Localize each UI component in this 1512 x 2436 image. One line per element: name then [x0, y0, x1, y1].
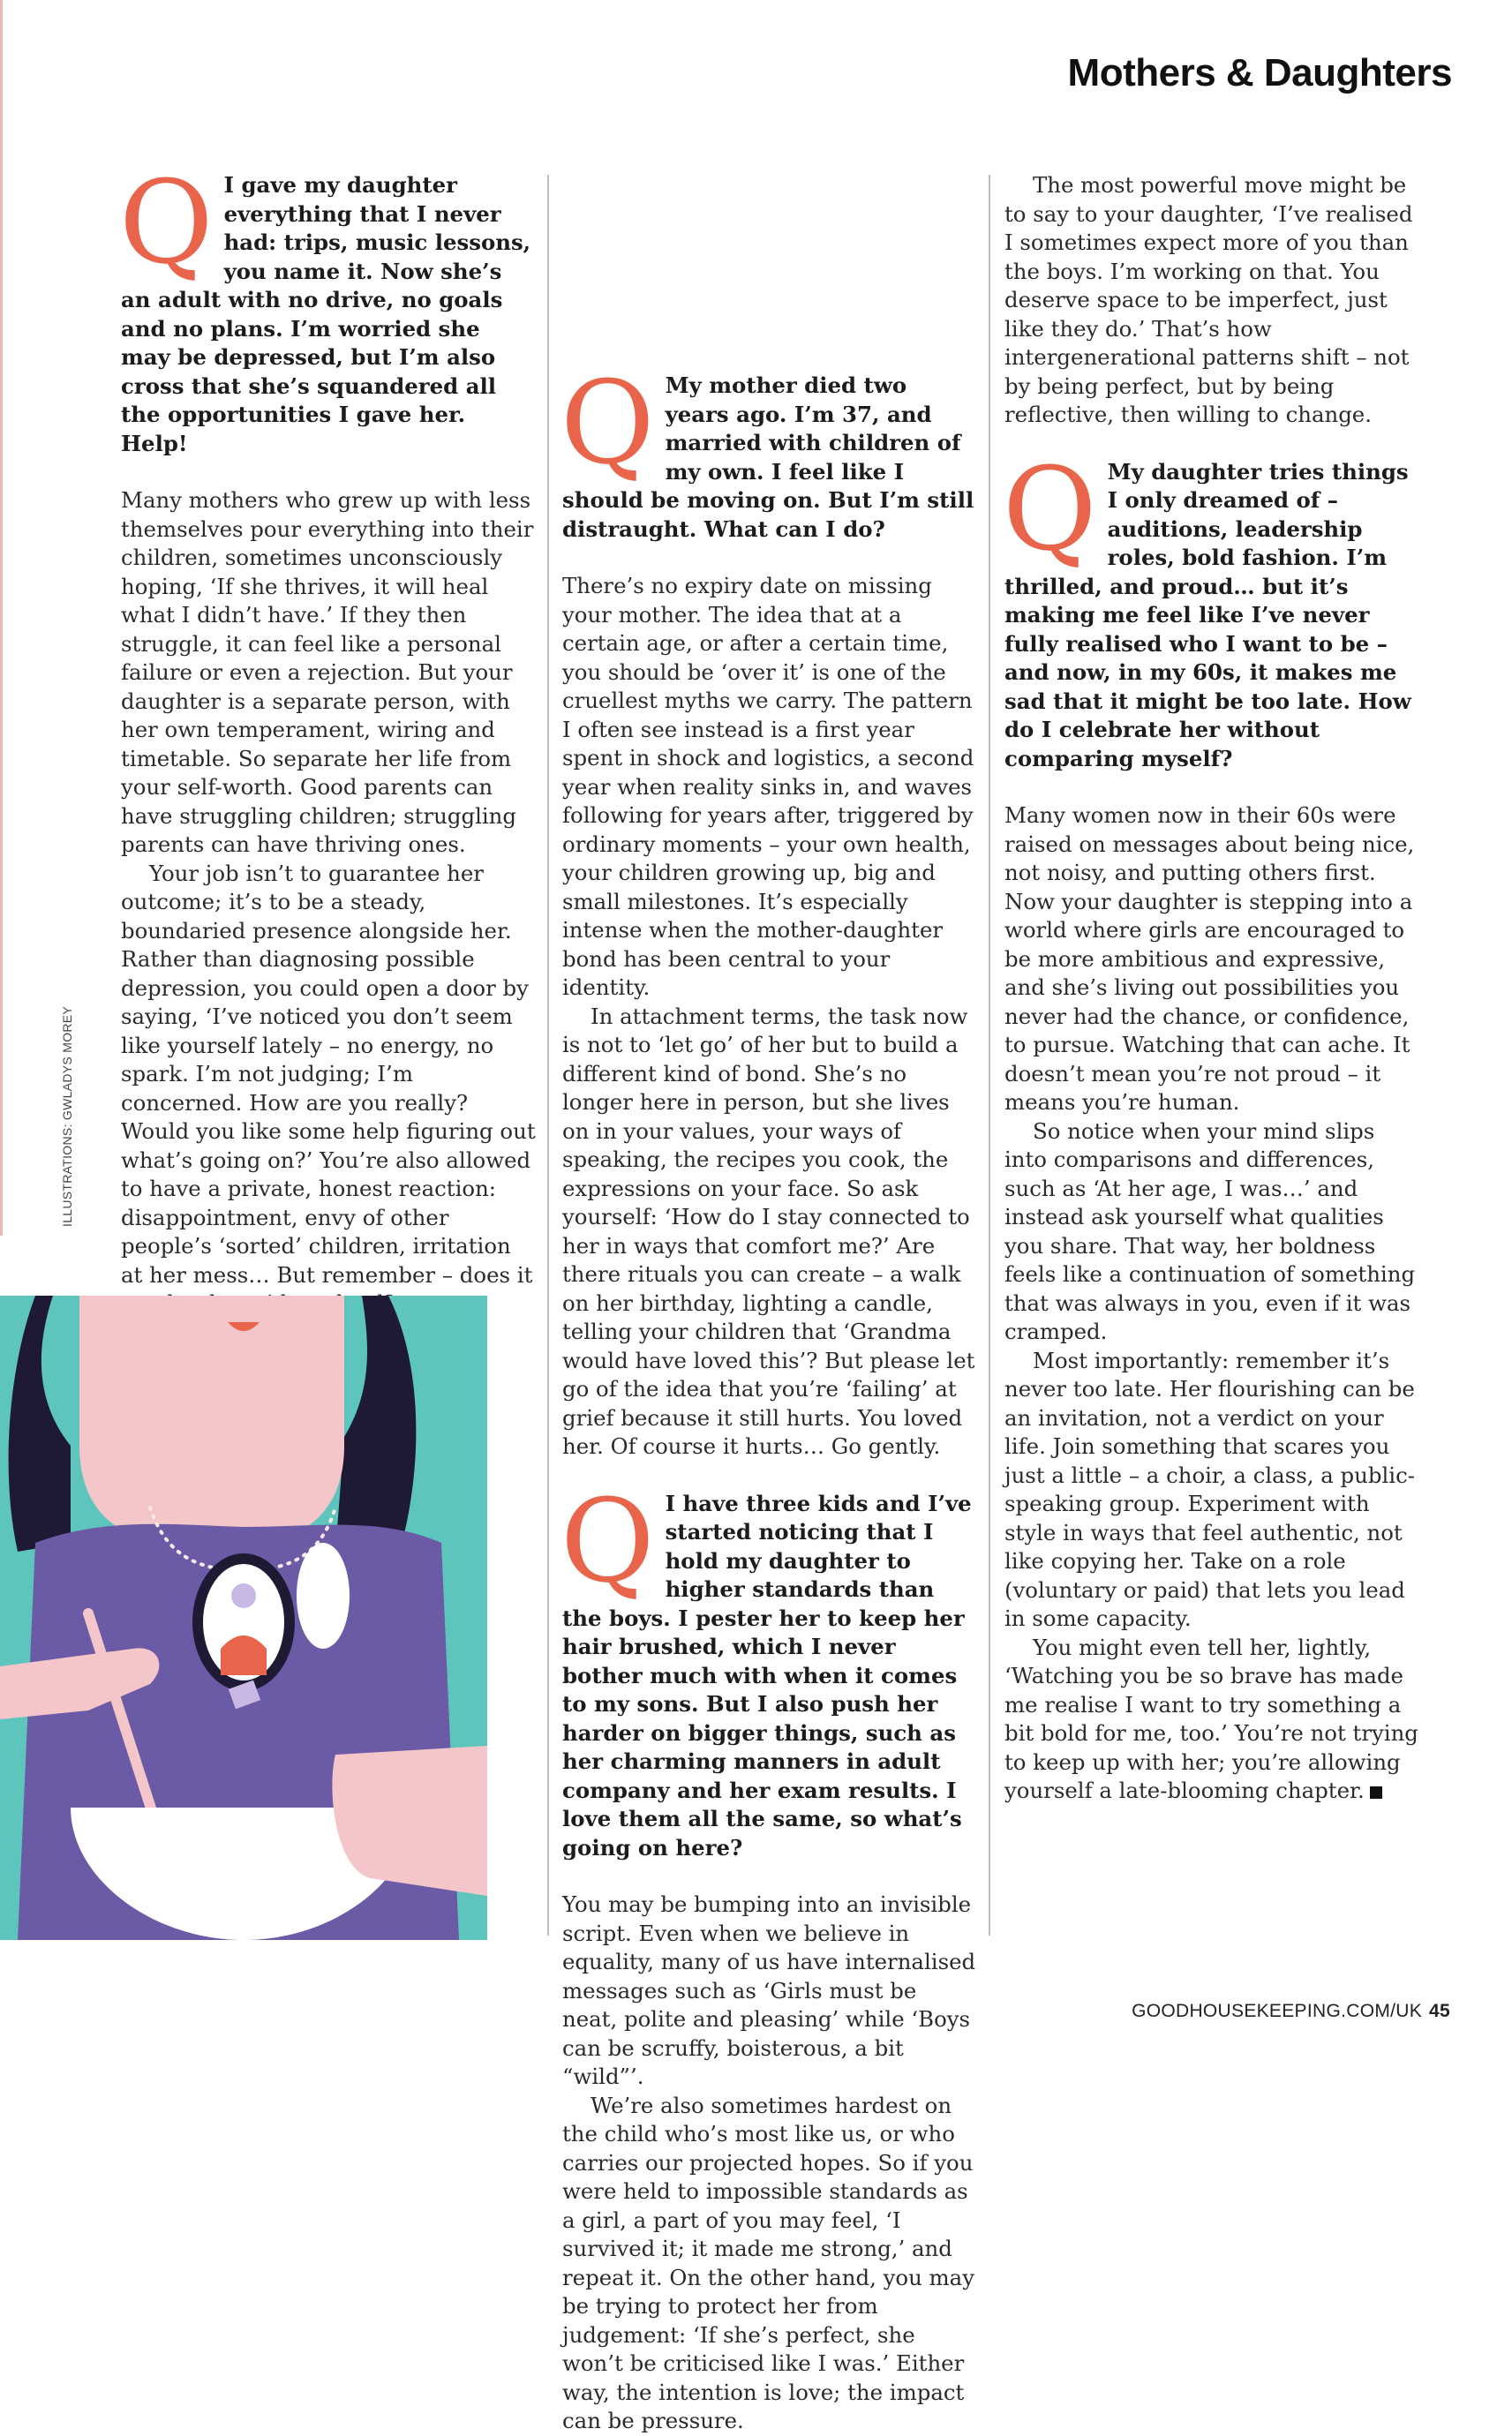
page-footer [1132, 2001, 1450, 2022]
illustration-mother-locket [0, 1296, 487, 1940]
column-divider [989, 175, 990, 1936]
answer-4-paragraph: You might even tell her, lightly, ‘Watching you be so brave has made me realise I want to try something a bit bold for me, too.’ You’re not trying to keep up with her; you’re allowing yourself a late-blooming chapter. [1004, 1634, 1418, 1803]
answer-3-paragraph: We’re also sometimes hardest on the child who’s most like us, or who carries our projected hopes. So if you were held to impossible standards as a girl, a part of you may feel, ‘I survived it; it made me strong,’ and repeat it. On the other hand, you may be trying to protect her from judgement: ‘If she’s perfect, she won’t be criticised like I was.’ Either way, the intention is love; the impact can be pressure. [562, 2092, 974, 2433]
section-title: Mothers & Daughters [1067, 51, 1452, 94]
question-4 [1003, 441, 1419, 774]
dropcap: Q [1003, 441, 1097, 576]
end-mark [1370, 1786, 1382, 1799]
question-1 [119, 155, 536, 458]
question-2 [560, 356, 977, 544]
dropcap: Q [560, 356, 655, 490]
page-number: 45 [1429, 2001, 1450, 2021]
question-4-text: My daughter tries things I only dreamed of – auditions, leadership roles, bold fashion. I’m thrilled, and proud… but it’s making me feel like I’ve never fully realised who I want to be – and now, in my 60s, it makes me sad that it might be too late. How do I celebrate her without comparing myself? [1004, 458, 1411, 771]
answer-1-paragraph: Your job isn’t to guarantee her outcome; it’s to be a steady, boundaried presence alongside her. Rather than diagnosing possible depression, you could open a door by saying, ‘I’ve noticed you don’t seem like yourself lately – no energy, no spark. I’m not judging; I’m concerned. How are you really? Would you like some help figuring out what’s going on?’ You’re also allowed to have a private, honest reaction: disappointment, envy of other people’s ‘sorted’ children, irritation at her mess… But remember – does it [121, 860, 536, 1288]
answer-1-paragraph: Many mothers who grew up with less themselves pour everything into their children, sometimes unconsciously hoping, ‘If she thrives, it will heal what I didn’t have.’ If they then struggle, it can feel like a personal failure or even a rejection. But your daughter is a separate person, with her own temperament, wiring and timetable. So separate her life from your self-worth. Good parents can have struggling children; struggling parents can have thriving ones. [121, 487, 534, 857]
question-2-text: My mother died two years ago. I’m 37, and married with children of my own. I feel like I should be moving on. But I’m still distraught. What can I do? [562, 372, 974, 542]
column-divider [547, 175, 549, 1936]
question-1-text: I gave my daughter everything that I never had: trips, music lessons, you name it. Now she’s an adult with no drive, no goals and no plans. I’m worried she may be depressed, but I’m also cross that she’s squandered all the opportunities I gave her. Help! [121, 172, 531, 456]
dropcap: Q [119, 155, 214, 289]
column-1 [119, 155, 536, 1319]
locket-portrait-face [231, 1583, 256, 1608]
locket-lid [297, 1543, 350, 1649]
answer-4-paragraph: So notice when your mind slips into comparisons and differences, such as ‘At her age, I was…’ and instead ask yourself what qualities you share. That way, her boldness feels like a continuation of something that was always in you, even if it was cramped. [1004, 1117, 1416, 1344]
answer-3-paragraph: The most powerful move might be to say to your daughter, ‘I’ve realised I sometimes expect more of you than the boys. I’m working on that. You deserve space to be imperfect, just like they do.’ That’s how intergenerational patterns shift – not by being perfect, but by being reflective, then willing to change. [1004, 172, 1413, 427]
answer-2-paragraph: In attachment terms, the task now is not to ‘let go’ of her but to build a different kind of bond. She’s no longer here in person, but she lives on in your values, your ways of speaking, the recipes you cook, the expressions on your face. So ask yourself: ‘How do I stay connected to her in ways that comfort me?’ Are there rituals you can create – a walk on her birthday, lighting a candle, telling your children that ‘Grandma would have loved this’? But please let go of the idea that you’re ‘failing’ at grief because it still hurts. You loved her. Of course it hurts… Go gently. [562, 1003, 975, 1459]
column-3 [1004, 171, 1419, 1806]
answer-4-paragraph: Most importantly: remember it’s never too late. Her flourishing can be an invitation, not a verdict on your life. Join something that scares you just a little – a choir, a class, a public-speaking group. Experiment with style in ways that feel authentic, not like copying her. Take on a role (voluntary or paid) that lets you lead in some capacity. [1004, 1347, 1415, 1631]
answer-3-paragraph: You may be bumping into an invisible script. Even when we believe in equality, many of us have internalised messages such as ‘Girls must be neat, polite and pleasing’ while ‘Boys can be scruffy, boisterous, a bit “wild”’. [562, 1891, 976, 2089]
footer-site: GOODHOUSEKEEPING.COM/UK [1132, 2001, 1423, 2021]
column-2 [560, 356, 977, 2436]
question-3 [560, 1473, 977, 1863]
face-neck [79, 1296, 344, 1534]
question-3-text: I have three kids and I’ve started noticing that I hold my daughter to higher standards than the boys. I pester her to keep her hair brushed, which I never bother much with when it comes to my sons. But I also push her harder on bigger things, such as her charming manners in adult company and her exam results. I love them all the same, so what’s going on here? [562, 1490, 972, 1861]
page-edge-accent [0, 0, 3, 1236]
answer-4-paragraph: Many women now in their 60s were raised on messages about being nice, not noisy, and putting others first. Now your daughter is stepping into a world where girls are encouraged to be more ambitious and expressive, and she’s living out possibilities you never had the chance, or confidence, to pursue. Watching that can ache. It doesn’t mean you’re not proud – it means you’re human. [1004, 802, 1415, 1115]
illustration-credit: ILLUSTRATIONS: GWLADYS MOREY [60, 1005, 74, 1227]
answer-2-paragraph: There’s no expiry date on missing your mother. The idea that at a certain age, or after a certain time, you should be ‘over it’ is one of the cruellest myths we carry. The pattern I often see instead is a first year spent in shock and logistics, a second year when reality sinks in, and waves following for years after, triggered by ordinary moments – your own health, your children growing up, big and small milestones. It’s especially intense when the mother-daughter bond has been central to your identity. [562, 573, 974, 1000]
dropcap: Q [560, 1473, 655, 1608]
